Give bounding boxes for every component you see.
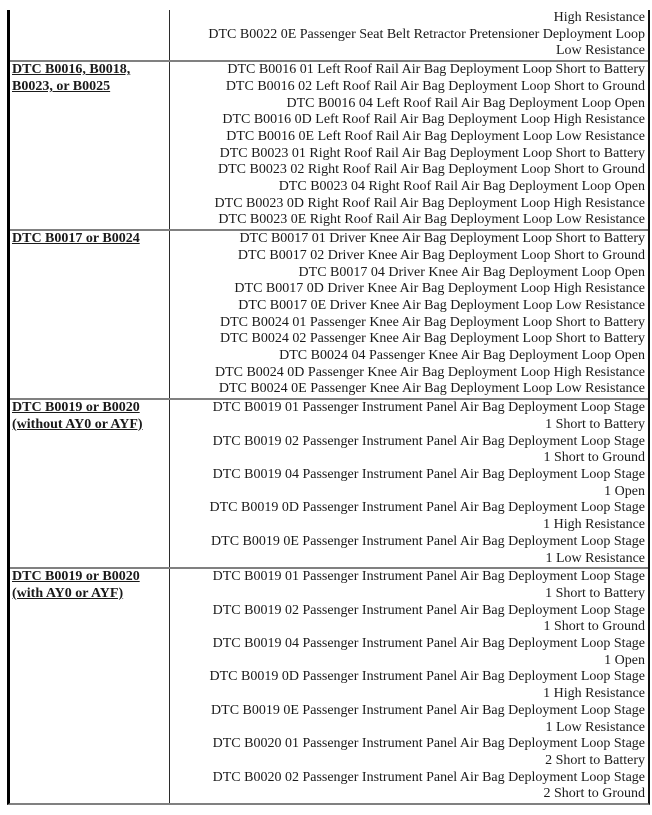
dtc-description-cell bbox=[170, 10, 648, 60]
dtc-description-cell bbox=[170, 569, 648, 803]
dtc-group-link[interactable]: B0023, or B0025 bbox=[12, 78, 111, 94]
dtc-description-line: DTC B0019 0D Passenger Instrument Panel Air Bag Deployment Loop Stage bbox=[209, 669, 645, 685]
dtc-description-line: DTC B0019 0D Passenger Instrument Panel Air Bag Deployment Loop Stage bbox=[209, 500, 645, 516]
dtc-group-cell bbox=[10, 10, 170, 60]
dtc-description-line: DTC B0017 01 Driver Knee Air Bag Deployment Loop Short to Battery bbox=[239, 231, 645, 247]
dtc-description-line: 1 High Resistance bbox=[543, 686, 645, 702]
dtc-description-line: 1 Short to Battery bbox=[545, 585, 645, 601]
dtc-description-line: DTC B0019 01 Passenger Instrument Panel Air Bag Deployment Loop Stage bbox=[212, 400, 645, 416]
dtc-description-line: DTC B0023 0E Right Roof Rail Air Bag Deployment Loop Low Resistance bbox=[218, 212, 645, 228]
dtc-group-link[interactable]: DTC B0019 or B0020 bbox=[12, 400, 140, 416]
table-row bbox=[10, 10, 648, 60]
dtc-description-line: DTC B0024 0E Passenger Knee Air Bag Deployment Loop Low Resistance bbox=[218, 381, 645, 397]
dtc-group-cell bbox=[10, 231, 170, 398]
dtc-description-line: 2 Short to Battery bbox=[545, 752, 645, 768]
dtc-description-line: 1 Short to Ground bbox=[543, 450, 645, 466]
dtc-description-line: DTC B0016 02 Left Roof Rail Air Bag Deployment Loop Short to Ground bbox=[225, 78, 645, 94]
dtc-group-link[interactable]: DTC B0016, B0018, bbox=[12, 62, 131, 78]
dtc-description-line: DTC B0020 02 Passenger Instrument Panel Air Bag Deployment Loop Stage bbox=[212, 769, 645, 785]
dtc-description-cell bbox=[170, 62, 648, 229]
dtc-description-line: DTC B0017 04 Driver Knee Air Bag Deployment Loop Open bbox=[298, 264, 645, 280]
dtc-description-line: DTC B0019 0E Passenger Instrument Panel Air Bag Deployment Loop Stage bbox=[211, 533, 645, 549]
dtc-description-line: 1 Low Resistance bbox=[545, 719, 645, 735]
dtc-description-line: 1 Open bbox=[604, 483, 645, 499]
table-row bbox=[10, 60, 648, 229]
dtc-description-cell bbox=[170, 231, 648, 398]
dtc-description-line: DTC B0019 04 Passenger Instrument Panel Air Bag Deployment Loop Stage bbox=[212, 636, 645, 652]
dtc-description-line: DTC B0016 0D Left Roof Rail Air Bag Deployment Loop High Resistance bbox=[222, 112, 645, 128]
dtc-description-line: DTC B0019 04 Passenger Instrument Panel Air Bag Deployment Loop Stage bbox=[212, 466, 645, 482]
dtc-description-line: DTC B0019 02 Passenger Instrument Panel Air Bag Deployment Loop Stage bbox=[212, 433, 645, 449]
table-row bbox=[10, 229, 648, 398]
dtc-description-line: DTC B0017 0D Driver Knee Air Bag Deployment Loop High Resistance bbox=[234, 281, 645, 297]
dtc-description-line: DTC B0023 01 Right Roof Rail Air Bag Deployment Loop Short to Battery bbox=[219, 145, 645, 161]
dtc-description-line: 1 Low Resistance bbox=[545, 550, 645, 566]
dtc-group-link[interactable]: DTC B0017 or B0024 bbox=[12, 231, 140, 247]
dtc-group-link[interactable]: (without AY0 or AYF) bbox=[12, 416, 143, 432]
dtc-description-line: DTC B0016 01 Left Roof Rail Air Bag Deployment Loop Short to Battery bbox=[227, 62, 645, 78]
dtc-description-line: DTC B0016 0E Left Roof Rail Air Bag Deployment Loop Low Resistance bbox=[226, 128, 645, 144]
dtc-group-cell bbox=[10, 62, 170, 229]
dtc-description-line: DTC B0023 02 Right Roof Rail Air Bag Deployment Loop Short to Ground bbox=[218, 162, 645, 178]
dtc-description-line: DTC B0024 02 Passenger Knee Air Bag Deployment Loop Short to Battery bbox=[220, 331, 645, 347]
dtc-description-line: DTC B0017 0E Driver Knee Air Bag Deployment Loop Low Resistance bbox=[238, 297, 645, 313]
table-row bbox=[10, 567, 648, 803]
dtc-description-line: DTC B0019 0E Passenger Instrument Panel Air Bag Deployment Loop Stage bbox=[211, 702, 645, 718]
dtc-description-line: 1 Short to Ground bbox=[543, 619, 645, 635]
dtc-description-line: Low Resistance bbox=[555, 43, 645, 59]
dtc-group-cell bbox=[10, 400, 170, 567]
dtc-group-link[interactable]: (with AY0 or AYF) bbox=[12, 585, 124, 601]
dtc-description-line: DTC B0019 01 Passenger Instrument Panel Air Bag Deployment Loop Stage bbox=[212, 569, 645, 585]
dtc-table bbox=[7, 10, 650, 805]
dtc-description-line: 2 Short to Ground bbox=[543, 786, 645, 802]
dtc-description-line: DTC B0022 0E Passenger Seat Belt Retractor Pretensioner Deployment Loop bbox=[208, 26, 645, 42]
dtc-description-line: High Resistance bbox=[553, 10, 645, 25]
dtc-description-line: DTC B0023 0D Right Roof Rail Air Bag Deployment Loop High Resistance bbox=[214, 195, 645, 211]
dtc-description-line: DTC B0024 0D Passenger Knee Air Bag Deployment Loop High Resistance bbox=[214, 364, 645, 380]
dtc-description-line: DTC B0020 01 Passenger Instrument Panel Air Bag Deployment Loop Stage bbox=[212, 736, 645, 752]
table-row bbox=[10, 398, 648, 567]
dtc-description-line: 1 Short to Battery bbox=[545, 416, 645, 432]
dtc-description-line: DTC B0017 02 Driver Knee Air Bag Deployment Loop Short to Ground bbox=[237, 247, 645, 263]
dtc-description-cell bbox=[170, 400, 648, 567]
dtc-description-line: DTC B0024 01 Passenger Knee Air Bag Deployment Loop Short to Battery bbox=[220, 314, 645, 330]
dtc-description-line: DTC B0016 04 Left Roof Rail Air Bag Deployment Loop Open bbox=[286, 95, 645, 111]
dtc-group-link[interactable]: DTC B0019 or B0020 bbox=[12, 569, 140, 585]
dtc-description-line: DTC B0023 04 Right Roof Rail Air Bag Deployment Loop Open bbox=[278, 179, 645, 195]
dtc-description-line: DTC B0019 02 Passenger Instrument Panel Air Bag Deployment Loop Stage bbox=[212, 602, 645, 618]
dtc-description-line: 1 Open bbox=[604, 652, 645, 668]
dtc-group-cell bbox=[10, 569, 170, 803]
dtc-description-line: DTC B0024 04 Passenger Knee Air Bag Deployment Loop Open bbox=[279, 348, 645, 364]
dtc-description-line: 1 High Resistance bbox=[543, 517, 645, 533]
